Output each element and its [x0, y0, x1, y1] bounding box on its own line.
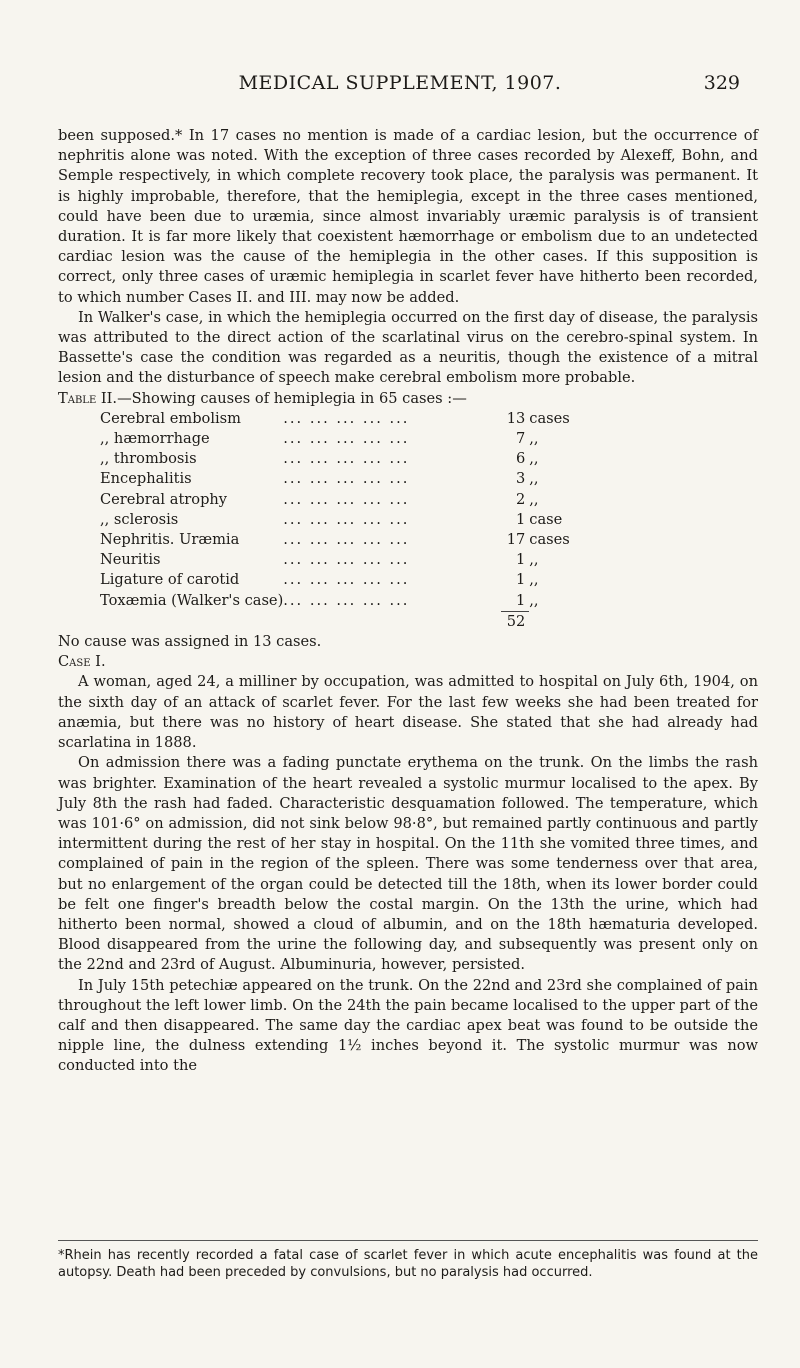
cause-count: 1	[515, 510, 526, 528]
cause-count: 1	[515, 591, 526, 609]
body-text	[58, 126, 758, 1077]
leader-dots: ... ... ... ... ...	[283, 551, 410, 569]
table-row	[100, 409, 589, 429]
leader-dots: ... ... ... ... ...	[283, 409, 410, 427]
leader-dots: ... ... ... ... ...	[283, 591, 410, 609]
paragraph: been supposed.* In 17 cases no mention is made of a cardiac lesion, but the occurrence of nephritis alone was noted. With the exception of three cases recorded by Alexeff, Bohn, and Semple respectively, in which complete recovery took place, the paralysis was permanent. It is highly improbable, therefore, that the hemiplegia, except in the three cases mentioned, could have been due to uræmia, since almost invariably uræmic paralysis is of transient duration. It is far more likely that coexistent hæmorrhage or embolism due to an undetected cardiac lesion was the cause of the hemiplegia in the other cases. If this supposition is correct, only three cases of uræmic hemiplegia in scarlet fever have hitherto been recorded, to which number Cases II. and III. may now be added.	[58, 127, 758, 306]
cause-count: 3	[515, 470, 526, 488]
table-caption	[58, 389, 758, 409]
case-heading: Case I.	[58, 653, 106, 671]
cause-label: ,, thrombosis	[100, 450, 197, 468]
leader-dots: ... ... ... ... ...	[283, 531, 410, 549]
leader-dots: ... ... ... ... ...	[283, 470, 410, 488]
table-row	[100, 449, 589, 469]
paragraph: In July 15th petechiæ appeared on the trunk. On the 22nd and 23rd she complained of pain throughout the left lower limb. On the 24th the pain became localised to the upper part of the calf and then disappeared. The same day the cardiac apex beat was found to be outside the nipple line, the dulness extending 1½ inches beyond it. The systolic murmur was now conducted into the	[58, 976, 758, 1075]
cause-count: 2	[515, 490, 526, 508]
table-row	[100, 530, 589, 550]
cause-count: 7	[515, 430, 526, 448]
cause-label: Neuritis	[100, 551, 161, 569]
no-cause-note: No cause was assigned in 13 cases.	[58, 633, 322, 651]
cause-unit: ,,	[529, 470, 539, 488]
cause-count: 17	[506, 531, 526, 549]
cause-label: ,, sclerosis	[100, 510, 179, 528]
leader-dots: ... ... ... ... ...	[283, 510, 410, 528]
cause-unit: ,,	[529, 551, 539, 569]
paragraph: On admission there was a fading punctate erythema on the trunk. On the limbs the rash was brighter. Examination of the heart revealed a systolic murmur localised to the apex. By July 8th the rash had faded. Characteristic desquamation followed. The temperature, which was 101·6° on admission, did not sink below 98·8°, but remained partly continuous and partly intermittent during the rest of her stay in hospital. On the 11th she vomited three times, and complained of pain in the region of the spleen. There was some tenderness over that area, but no enlargement of the organ could be detected till the 18th, when its lower border could be felt one finger's breadth below the costal margin. On the 13th the urine, which had hitherto been normal, showed a cloud of albumin, and on the 18th hæmaturia developed. Blood disappeared from the urine the following day, and subsequently was present only on the 22nd and 23rd of August. Albuminuria, however, persisted.	[58, 754, 758, 974]
table-row	[100, 570, 589, 590]
table-caption-text: —Showing causes of hemiplegia in 65 cases :—	[117, 389, 467, 407]
cause-count: 13	[506, 409, 526, 427]
table-total-row	[100, 611, 589, 632]
cause-count: 1	[515, 551, 526, 569]
causes-table	[100, 409, 589, 632]
cause-unit: cases	[529, 409, 570, 427]
paragraph: A woman, aged 24, a milliner by occupation, was admitted to hospital on July 6th, 1904, on the sixth day of an attack of scarlet fever. For the last few weeks she had been treated for anæmia, but there was no history of heart disease. She stated that she had already had scarlatina in 1888.	[58, 673, 758, 752]
page-header	[0, 72, 800, 102]
cause-count: 1	[515, 571, 526, 589]
cause-unit: ,,	[529, 450, 539, 468]
table-row	[100, 469, 589, 489]
cause-label: Encephalitis	[100, 470, 192, 488]
paragraph: In Walker's case, in which the hemiplegia occurred on the first day of disease, the paralysis was attributed to the direct action of the scarlatinal virus on the cerebro-spinal system. In Bassette's case the condition was regarded as a neuritis, though the existence of a mitral lesion and the disturbance of speech make cerebral embolism more probable.	[58, 308, 758, 387]
cause-label: ,, hæmorrhage	[100, 430, 210, 448]
cause-label: Cerebral atrophy	[100, 490, 228, 508]
cause-unit: ,,	[529, 430, 539, 448]
leader-dots: ... ... ... ... ...	[283, 571, 410, 589]
table-row	[100, 490, 589, 510]
cause-label: Cerebral embolism	[100, 409, 242, 427]
table-row	[100, 591, 589, 612]
cause-unit: ,,	[529, 571, 539, 589]
leader-dots: ... ... ... ... ...	[283, 430, 410, 448]
table-row	[100, 550, 589, 570]
table-total: 52	[501, 611, 529, 632]
table-row	[100, 429, 589, 449]
table-row	[100, 510, 589, 530]
cause-unit: cases	[529, 531, 570, 549]
leader-dots: ... ... ... ... ...	[283, 490, 410, 508]
cause-unit: case	[529, 510, 563, 528]
page-number: 329	[703, 72, 740, 94]
running-title: MEDICAL SUPPLEMENT, 1907.	[238, 72, 562, 94]
cause-label: Nephritis. Uræmia	[100, 531, 240, 549]
cause-unit: ,,	[529, 490, 539, 508]
cause-label: Toxæmia (Walker's case)	[100, 591, 284, 609]
cause-unit: ,,	[529, 591, 539, 609]
leader-dots: ... ... ... ... ...	[283, 450, 410, 468]
footnote	[58, 1240, 758, 1281]
footnote-text: *Rhein has recently recorded a fatal case of scarlet fever in which acute encephalitis was found at the autopsy. Death had been preceded by convulsions, but no paralysis had occurred.	[58, 1248, 758, 1280]
cause-label: Ligature of carotid	[100, 571, 240, 589]
table-caption-label: Table II.	[58, 389, 118, 407]
cause-count: 6	[515, 450, 526, 468]
